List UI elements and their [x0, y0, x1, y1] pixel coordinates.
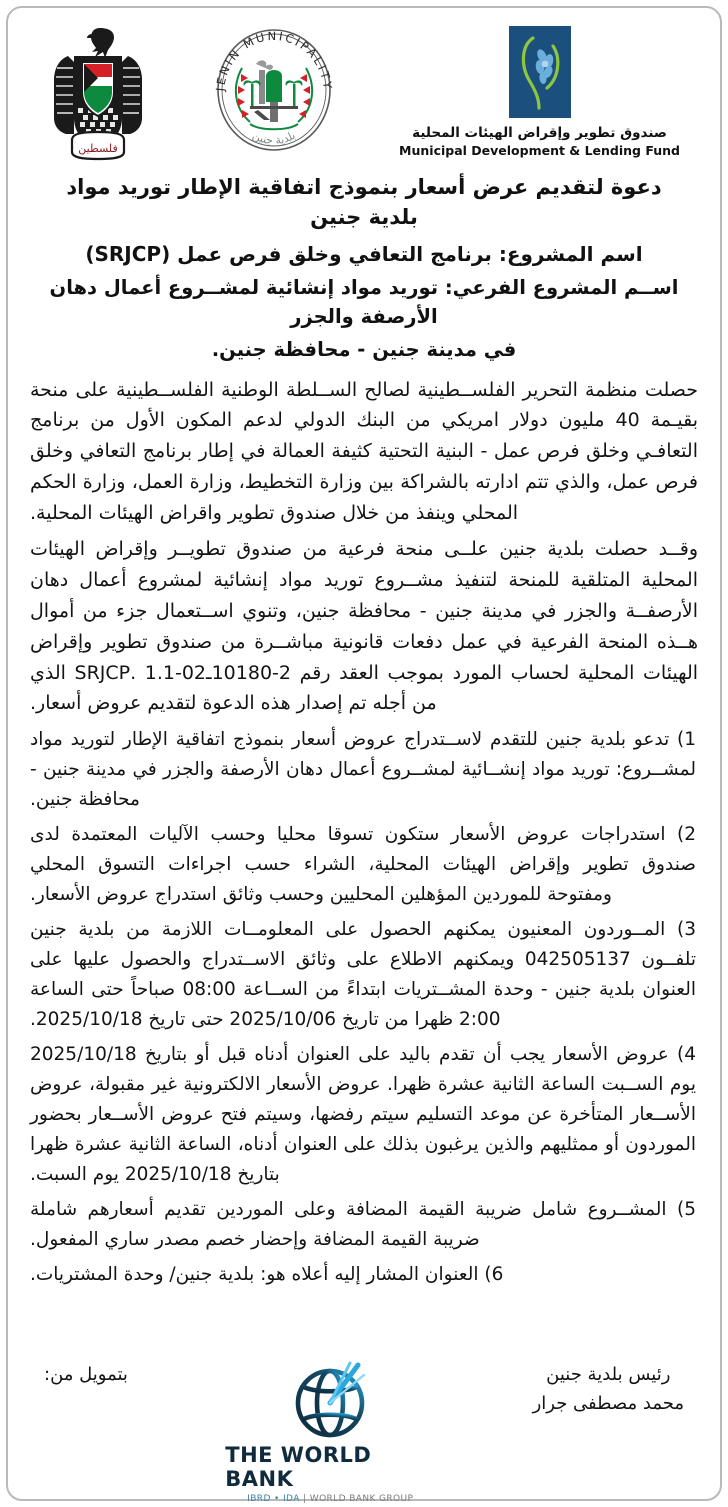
- mdlf-english-name: Municipal Development & Lending Fund: [399, 143, 680, 158]
- list-item: [30, 1195, 698, 1255]
- footer: [30, 1351, 698, 1504]
- list-item-text: العنوان المشار إليه أعلاه هو: بلدية جنين/ وحدة المشتريات.: [30, 1263, 479, 1285]
- paragraph-background: حصلت منظمة التحرير الفلســطينية لصالح الســلطة الوطنية الفلســطينية على منحة بقيـمة 40 مليون دولار امريكي من البنك الدولي لدعم المكون الأول من برنامج التعافـي وخلق فرص عمل - البنية التحتية كثيفة العمالة في إطار برنامج التعافي وخلق فرص عمل، والذي تتم ادارته بالشراكة بين وزارة التخطيط، وزارة العمل، وزارة الحكم المحلي وينفذ من خلال صندوق تطوير واقراض الهيئات المحلية.: [30, 378, 698, 524]
- list-item-number: 5): [677, 1198, 696, 1220]
- signature-name: محمد مصطفى جرار: [532, 1392, 684, 1414]
- mdlf-logo-slot: [399, 26, 680, 158]
- list-item-number: 3): [677, 918, 696, 940]
- palestine-eagle-emblem: [48, 22, 148, 162]
- list-item: [30, 915, 698, 1035]
- list-item-number: 6): [484, 1263, 504, 1285]
- list-item-text: تدعو بلدية جنين للتقدم لاســتدراج عروض أسعار بنموذج اتفاقية الإطار لتوريد مواد لمشــروع: توريد مواد إنشــائية لمشــروع أعمال دهان الأرصفة والجزر في مدينة جنين - محافظة جنين.: [30, 729, 696, 810]
- svg-text:بلدية جنين: بلدية جنين: [249, 128, 298, 148]
- svg-text:فلسطين: فلسطين: [78, 142, 118, 155]
- list-item: [30, 1260, 698, 1290]
- list-item-number: 2): [677, 823, 696, 845]
- subproject-name-line2: في مدينة جنين - محافظة جنين.: [211, 338, 517, 362]
- world-bank-tagline: [247, 1494, 413, 1504]
- list-item-number: 4): [676, 1043, 696, 1065]
- world-bank-group-label: WORLD BANK GROUP: [309, 1494, 414, 1504]
- list-item-text: المشــروع شامل ضريبة القيمة المضافة وعلى الموردين تقديم أسعارهم شاملة ضريبة القيمة المضافة وإحضار خصم مصدر ساري المفعول.: [30, 1198, 667, 1250]
- list-item-text: المــوردون المعنيون يمكنهم الحصول على المعلومــات اللازمة من بلدية جنين تلفــون 042505137 ويمكنهم الاطلاع على وثائق الاســتدراج والحصول عليها على العنوان بلدية جنين - وحدة المشــتريات ابتداءً من الســاعة 08:00 صباحاً حتى الساعة 2:00 ظهرا من تاريخ 2025/10/06 حتى تاريخ 2025/10/18.: [30, 918, 696, 1030]
- svg-text:JENIN MUNICIPALITY: JENIN MUNICIPALITY: [212, 28, 335, 92]
- numbered-list: [30, 725, 698, 1289]
- jenin-municipality-seal: [208, 24, 340, 156]
- municipality-seal-slot: [208, 22, 340, 156]
- world-bank-ibrd-ida: IBRD • IDA: [247, 1494, 300, 1504]
- document-sheet: [6, 6, 722, 1504]
- project-name: اسم المشروع: برنامج التعافي وخلق فرص عمل (SRJCP): [85, 241, 643, 266]
- signature-title: رئيس بلدية جنين: [546, 1364, 671, 1385]
- world-bank-name: THE WORLD BANK: [225, 1443, 372, 1491]
- title-block: [30, 172, 698, 365]
- list-item: [30, 1040, 698, 1190]
- list-item-text: عروض الأسعار يجب أن تقدم باليد على العنوان أدناه قبل أو بتاريخ 2025/10/18 يوم الســبت الساعة الثانية عشرة ظهرا. عروض الأسعار الالكترونية غير مقبولة، عروض الأســعار المتأخرة عن موعد التسليم سيتم رفضها، وسيتم فتح عروض الأســعار بحضور الموردون أو ممثليهم والذين يرغبون بذلك على العنوان أدناه، الساعة الثانية عشرة ظهرا بتاريخ 2025/10/18 يوم السبت.: [30, 1043, 696, 1185]
- paragraph-subgrant: وقــد حصلت بلدية جنين علــى منحة فرعية من صندوق تطويــر وإقراض الهيئات المحلية المتلقية للمنحة لتنفيذ مشــروع توريد مواد إنشائية لمشروع أعمال دهان الأرصفــة والجزر في مدينة جنين - محافظة جنين، وتنوي اســتعمال جزء من أموال هــذه المنحة الفرعية في عمل دفعات قانونية مباشــرة من صندوق تطوير وإقراض الهيئات المحلية لحساب المورد بموجب العقد رقم 2-10180ـ02-1.1 .SRJCP الذي من أجله تم إصدار هذه الدعوة لتقديم عروض أسعار.: [30, 538, 699, 715]
- signature-block: [533, 1355, 684, 1419]
- list-item: [30, 725, 698, 815]
- page-title-line2: بلدية جنين: [310, 205, 418, 230]
- mdlf-arabic-name: صندوق تطوير وإقراض الهيئات المحلية: [412, 125, 667, 141]
- page-title: دعوة لتقديم عرض أسعار بنموذج اتفاقية الإطار توريد مواد: [66, 175, 662, 199]
- mdlf-logo-mark: [509, 26, 571, 118]
- list-item: [30, 820, 698, 910]
- list-item-number: 1): [677, 729, 696, 751]
- state-emblem-slot: [48, 22, 148, 162]
- list-item-text: استدراجات عروض الأسعار ستكون تسوقا محليا وحسب الآليات المعتمدة لدى صندوق تطوير وإقراض الهيئات المحلية، الشراء حسب اجراءات التسوق المحلي ومفتوحة للموردين المؤهلين المحليين وحسب وثائق استدراج عروض الأسعار.: [30, 823, 696, 905]
- body-block: [30, 373, 698, 1295]
- world-bank-logo: [225, 1355, 435, 1504]
- world-bank-globe-icon: [284, 1355, 376, 1447]
- header-logo-bar: [30, 18, 698, 168]
- world-bank-divider: |: [303, 1494, 307, 1504]
- subproject-name-line1: اســم المشروع الفرعي: توريد مواد إنشائية لمشــروع أعمال دهان الأرصفة والجزر: [49, 275, 679, 329]
- funded-by-label: بتمويل من:: [44, 1364, 128, 1385]
